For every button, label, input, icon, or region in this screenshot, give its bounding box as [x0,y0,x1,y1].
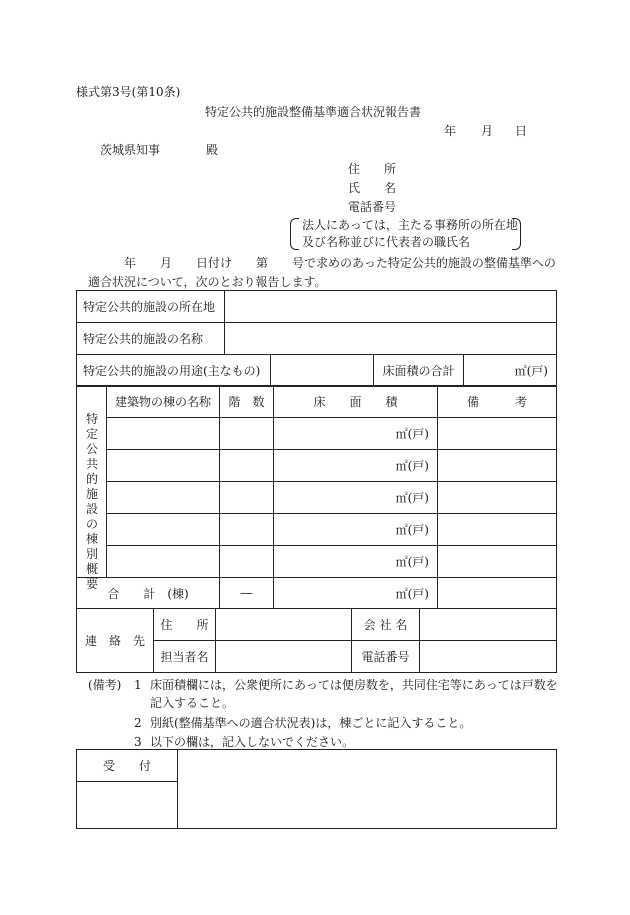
table-row [77,450,557,482]
remarks-item-3-num: 3 [134,735,142,749]
remarks-label: (備考) [88,678,122,692]
contact-label: 連 絡 先 [77,609,154,673]
area-header: 床 面 積 [274,386,438,418]
floors-cell[interactable] [220,514,274,546]
applicant-address-label: 住 所 [348,162,397,176]
applicant-name-label: 氏 名 [348,181,397,195]
contact-address-label: 住 所 [154,609,216,641]
area-cell[interactable]: ㎡(戸) [274,482,438,514]
total-floors: ― [220,578,274,609]
facility-use-label: 特定公共的施設の用途(主なもの) [77,355,271,387]
form-number: 様式第3号(第10条) [76,85,181,99]
area-cell[interactable]: ㎡(戸) [274,450,438,482]
contact-phone-label: 電話番号 [352,641,420,673]
remarks-cell[interactable] [438,546,557,578]
reception-stamp-cell [77,782,178,829]
contact-person-label: 担当者名 [154,641,216,673]
reception-area [178,750,557,829]
remarks-item-1: 床面積欄には，公衆便所にあっては便房数を，共同住宅等にあっては戸数を [150,678,558,692]
addressee: 茨城県知事 [100,143,161,157]
contact-person-field[interactable] [216,641,352,673]
contact-address-field[interactable] [216,609,352,641]
remarks-cell[interactable] [438,450,557,482]
intro-line1: 年 月 日付け 第 号で求めのあった特定公共的施設の整備基準への [124,256,556,270]
total-remarks[interactable] [438,578,557,609]
location-field[interactable] [225,291,557,323]
contact-company-field[interactable] [420,609,557,641]
side-label-cell [77,386,107,591]
table-row [77,546,557,578]
reception-label: 受 付 [77,750,178,782]
remarks-item-2-num: 2 [134,716,142,730]
applicant-phone-label: 電話番号 [348,200,397,214]
table-row [77,418,557,450]
building-name-cell[interactable] [107,514,220,546]
date-year: 年 [444,124,457,138]
floors-cell[interactable] [220,418,274,450]
floors-header: 階 数 [220,386,274,418]
building-name-cell[interactable] [107,482,220,514]
contact-phone-field[interactable] [420,641,557,673]
date-day: 日 [515,124,528,138]
remarks-header: 備 考 [438,386,557,418]
remarks-cell[interactable] [438,482,557,514]
reception-table [76,749,557,829]
side-label: 特定公共的施設の棟別概要 [85,412,98,591]
facility-info-table [76,290,557,387]
total-area[interactable]: ㎡(戸) [274,578,438,609]
building-name-header: 建築物の棟の名称 [107,386,220,418]
remarks-cell[interactable] [438,418,557,450]
facility-name-field[interactable] [225,323,557,355]
total-label: 合 計 (棟) [77,578,220,609]
area-cell[interactable]: ㎡(戸) [274,418,438,450]
building-name-cell[interactable] [107,418,220,450]
honorific: 殿 [206,143,219,157]
contact-table [76,608,557,673]
remarks-cell[interactable] [438,514,557,546]
facility-name-label: 特定公共的施設の名称 [77,323,225,355]
building-name-cell[interactable] [107,546,220,578]
left-bracket [290,218,299,250]
table-row [77,482,557,514]
area-cell[interactable]: ㎡(戸) [274,514,438,546]
right-bracket [512,218,521,250]
floors-cell[interactable] [220,450,274,482]
floor-total-label: 床面積の合計 [374,355,464,387]
contact-company-label: 会 社 名 [352,609,420,641]
remarks-item-3: 以下の欄は，記入しないでください。 [150,735,355,749]
intro-line2: 適合状況について，次のとおり報告します。 [88,275,327,289]
building-overview-table [76,385,557,609]
corporate-note-line2: 及び名称並びに代表者の職氏名 [302,235,471,249]
remarks-item-1-cont: 記入すること。 [150,696,235,710]
remarks-item-2: 別紙(整備基準への適合状況表)は，棟ごとに記入すること。 [150,716,472,730]
area-cell[interactable]: ㎡(戸) [274,546,438,578]
remarks-item-1-num: 1 [134,678,142,692]
date-month: 月 [481,124,494,138]
floors-cell[interactable] [220,482,274,514]
table-row [77,514,557,546]
building-name-cell[interactable] [107,450,220,482]
floor-total-field[interactable]: ㎡(戸) [464,355,557,387]
corporate-note-line1: 法人にあっては，主たる事務所の所在地 [302,218,518,232]
floors-cell[interactable] [220,546,274,578]
facility-use-field[interactable] [271,355,374,387]
location-label: 特定公共的施設の所在地 [77,291,225,323]
page-title: 特定公共的施設整備基準適合状況報告書 [205,105,422,119]
